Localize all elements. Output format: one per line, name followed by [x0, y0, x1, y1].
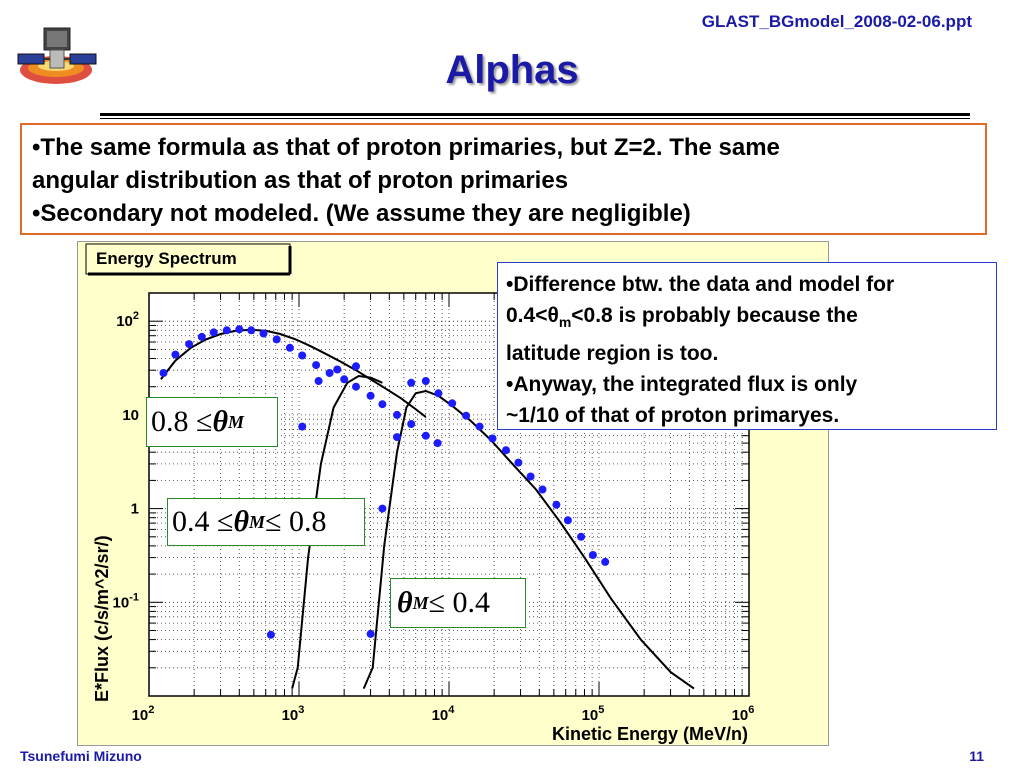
data-point [527, 473, 535, 481]
data-point [462, 412, 470, 420]
label-mid-theta [167, 498, 365, 546]
page-number: 11 [969, 748, 984, 764]
note-line-2 [506, 300, 988, 338]
data-point [489, 435, 497, 443]
data-point [367, 392, 375, 400]
data-point [315, 377, 323, 385]
summary-line-1 [32, 131, 975, 164]
data-point [601, 558, 609, 566]
eq-mid-theta: θ [233, 505, 250, 538]
note-line-5: ~1/10 of that of proton primaryes. [506, 404, 840, 428]
eq-low-theta: θ [397, 586, 413, 619]
summary-text-3: Secondary not modeled. (We assume they are negligible) [40, 200, 691, 227]
bullet: • [32, 200, 41, 227]
data-point [198, 333, 206, 341]
y-tick-label: 1 [130, 500, 139, 518]
data-point [539, 486, 547, 494]
data-point [564, 516, 572, 524]
data-point [448, 399, 456, 407]
data-point [577, 533, 585, 541]
x-tick-label: $10^4$ [431, 704, 455, 724]
summary-line-3 [32, 197, 975, 230]
x-tick-label: $10^6$ [731, 704, 755, 724]
eq-high-sub: M [228, 411, 245, 432]
data-point [434, 439, 442, 447]
note-line-3: latitude region is too. [506, 342, 719, 366]
data-point [340, 375, 348, 383]
x-axis-label: Kinetic Energy (MeV/n) [551, 724, 748, 744]
note-line-4 [506, 369, 988, 400]
summary-box [20, 123, 987, 235]
note-text-1: Difference btw. the data and model for [513, 273, 895, 296]
data-point [589, 551, 597, 559]
slide-title: Alphas [445, 48, 579, 92]
eq-low-rhs: ≤ 0.4 [428, 586, 491, 619]
label-low-theta [390, 578, 526, 628]
data-point [422, 377, 430, 385]
data-point [333, 366, 341, 374]
data-point [185, 340, 193, 348]
x-tick-label: $10^5$ [581, 704, 605, 724]
data-point [407, 420, 415, 428]
eq-mid-rhs: ≤ 0.8 [265, 505, 327, 538]
data-point [407, 379, 415, 387]
data-point [298, 423, 306, 431]
bullet: • [506, 373, 514, 397]
bullet: • [32, 134, 41, 161]
data-point [247, 326, 255, 334]
data-point [514, 459, 522, 467]
data-point [422, 432, 430, 440]
eq-high-theta: θ [212, 405, 229, 438]
data-point [267, 631, 275, 639]
summary-text-1: The same formula as that of proton primaries, but Z=2. The same [40, 134, 780, 161]
data-point [210, 328, 218, 336]
data-point [393, 411, 401, 419]
data-point [235, 325, 243, 333]
data-point [223, 326, 231, 334]
note-text-4: Anyway, the integrated flux is only [513, 373, 858, 397]
data-point [273, 335, 281, 343]
y-axis-label: E*Flux (c/s/m^2/sr/) [92, 535, 112, 702]
chart-title: Energy Spectrum [96, 249, 237, 268]
data-point [171, 351, 179, 359]
bullet: • [506, 273, 514, 296]
data-point [352, 383, 360, 391]
data-point [552, 501, 560, 509]
summary-line-2: angular distribution as that of proton primaries [32, 167, 569, 194]
x-tick-label: $10^2$ [131, 704, 155, 724]
theta-symbol: θ [547, 304, 559, 327]
data-point [434, 389, 442, 397]
data-point [312, 361, 320, 369]
note-box [497, 262, 997, 430]
eq-high-lhs: 0.8 ≤ [151, 405, 213, 438]
data-point [260, 330, 268, 338]
header-divider [100, 113, 970, 116]
data-point [326, 369, 334, 377]
data-point [378, 400, 386, 408]
data-point [352, 362, 360, 370]
data-point [367, 630, 375, 638]
data-point [298, 352, 306, 360]
y-tick-label: $10^2$ [116, 310, 139, 331]
author-name: Tsunefumi Mizuno [20, 748, 142, 764]
note-text-2a: 0.4< [506, 304, 548, 327]
note-text-2b: <0.8 is probably because the [571, 304, 858, 327]
data-point [502, 446, 510, 454]
data-point [286, 344, 294, 352]
data-point [393, 433, 401, 441]
file-name: GLAST_BGmodel_2008-02-06.ppt [701, 12, 972, 31]
x-tick-label: $10^3$ [281, 704, 305, 724]
y-tick-label: 10 [122, 406, 139, 424]
data-point [476, 423, 484, 431]
data-point [378, 505, 386, 513]
y-tick-label: $10^{-1}$ [112, 591, 139, 612]
note-line-1 [506, 269, 988, 300]
eq-low-sub: M [412, 592, 429, 613]
theta-subscript: m [558, 314, 572, 331]
eq-mid-sub: M [249, 511, 266, 532]
header-divider-thin [100, 118, 970, 119]
data-point [160, 369, 168, 377]
eq-mid-lhs: 0.4 ≤ [172, 505, 234, 538]
label-high-theta [146, 397, 278, 447]
